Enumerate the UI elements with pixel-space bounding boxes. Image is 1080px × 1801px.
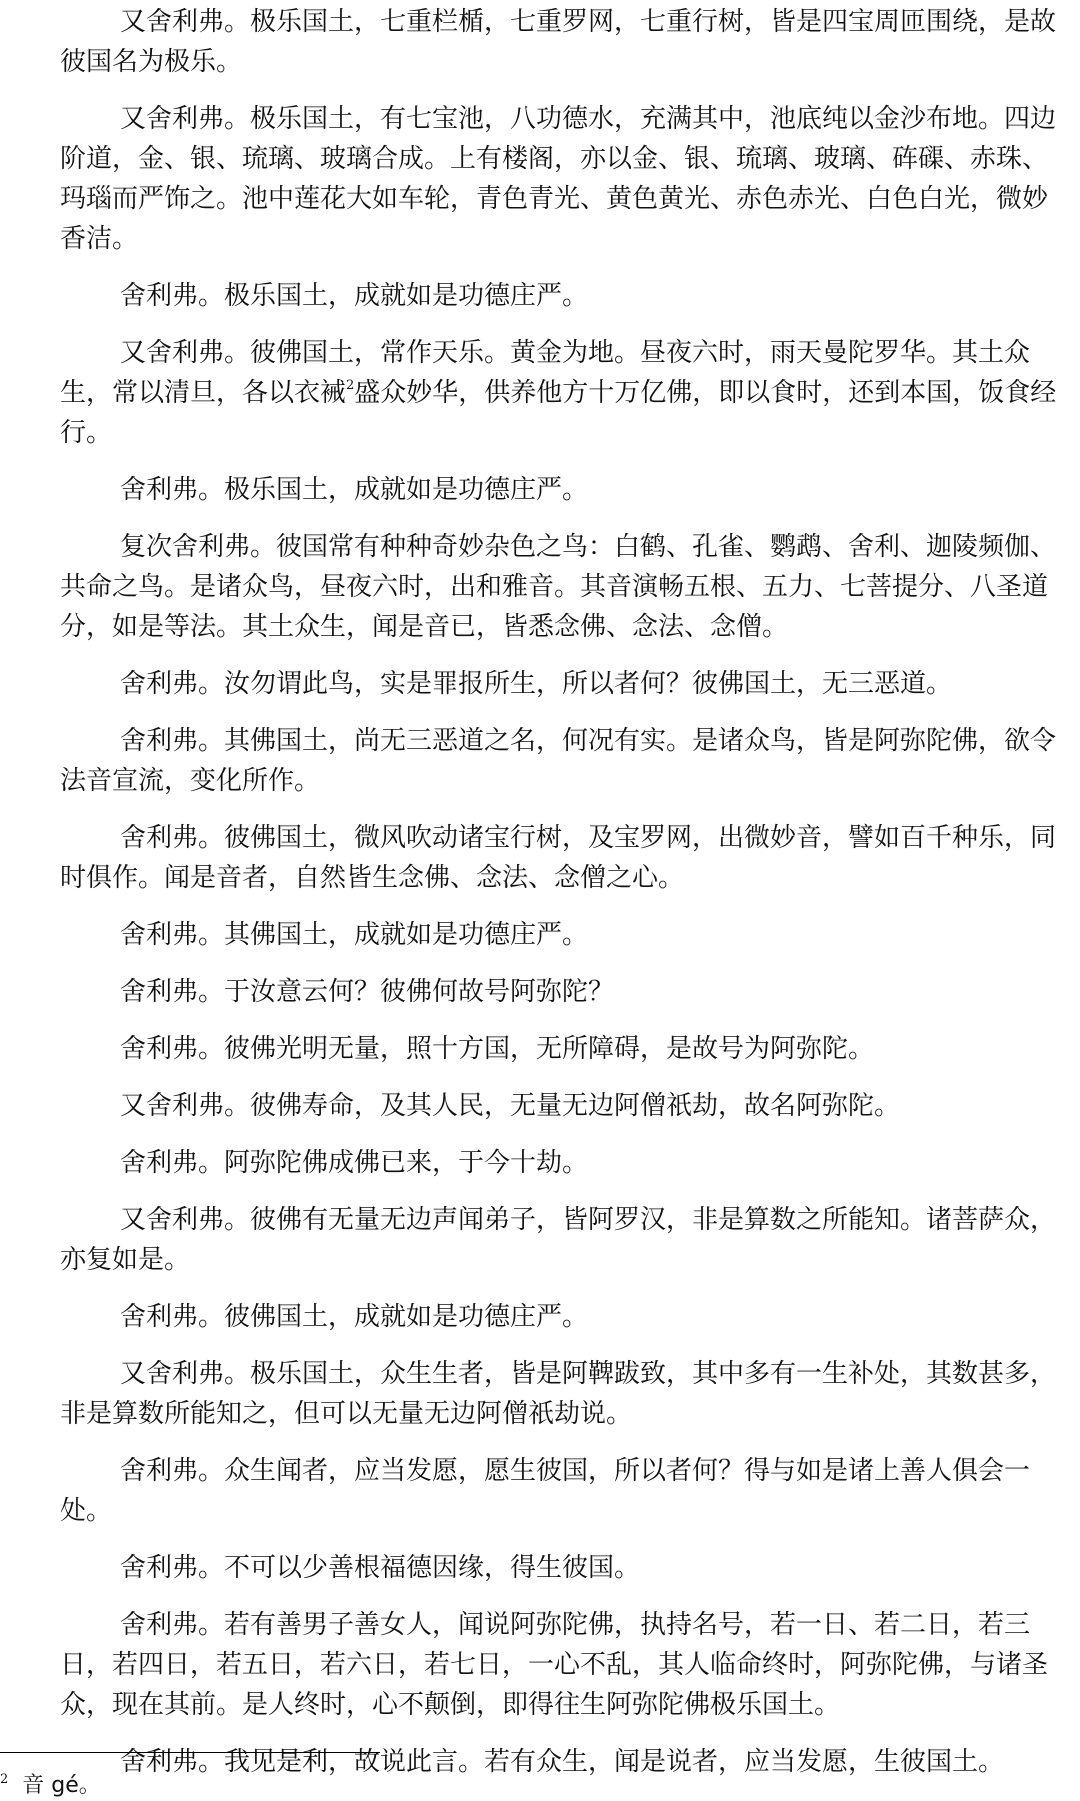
paragraph-1: 又舍利弗。极乐国土，七重栏楯，七重罗网，七重行树，皆是四宝周匝围绕，是故彼国名为极乐。	[60, 7, 1057, 77]
paragraph-5: 舍利弗。极乐国土，成就如是功德庄严。	[120, 475, 589, 505]
footnote-number: 2	[0, 1772, 9, 1787]
paragraph-14: 舍利弗。阿弥陀佛成佛已来，于今十劫。	[120, 1148, 589, 1178]
footnote-reference: 2	[346, 378, 355, 393]
paragraph-19: 舍利弗。不可以少善根福德因缘，得生彼国。	[120, 1553, 641, 1583]
paragraph-21: 舍利弗。我见是利，故说此言。若有众生，闻是说者，应当发愿，生彼国土。	[120, 1747, 1005, 1777]
paragraph-10: 舍利弗。其佛国土，成就如是功德庄严。	[120, 920, 589, 950]
paragraph-4	[60, 333, 1065, 453]
paragraph-16: 舍利弗。彼佛国土，成就如是功德庄严。	[120, 1302, 589, 1332]
paragraph-4-text: 又舍利弗。彼佛国土，常作天乐。黄金为地。昼夜六时，雨天曼陀罗华。其土众生，常以清旦，各以衣裓	[60, 338, 1031, 408]
footnote-divider	[0, 1752, 380, 1753]
paragraph-2: 又舍利弗。极乐国土，有七宝池，八功德水，充满其中，池底纯以金沙布地。四边阶道，金、银、琉璃、玻璃合成。上有楼阁，亦以金、银、琉璃、玻璃、砗磲、赤珠、玛瑙而严饰之。池中莲花大如车轮，青色青光、黄色黄光、赤色赤光、白色白光，微妙香洁。	[60, 104, 1057, 254]
footnote-text: 音 gé。	[22, 1773, 101, 1798]
paragraph-7: 舍利弗。汝勿谓此鸟，实是罪报所生，所以者何？彼佛国土，无三恶道。	[120, 669, 953, 699]
paragraph-13: 又舍利弗。彼佛寿命，及其人民，无量无边阿僧祇劫，故名阿弥陀。	[120, 1091, 901, 1121]
paragraph-18: 舍利弗。众生闻者，应当发愿，愿生彼国，所以者何？得与如是诸上善人俱会一处。	[60, 1456, 1031, 1526]
paragraph-20: 舍利弗。若有善男子善女人，闻说阿弥陀佛，执持名号，若一日、若二日，若三日，若四日，若五日，若六日，若七日，一心不乱，其人临命终时，阿弥陀佛，与诸圣众，现在其前。是人终时，心不颠倒，即得往生阿弥陀佛极乐国土。	[60, 1610, 1049, 1720]
paragraph-6: 复次舍利弗。彼国常有种种奇妙杂色之鸟：白鹤、孔雀、鹦鹉、舍利、迦陵频伽、共命之鸟。是诸众鸟，昼夜六时，出和雅音。其音演畅五根、五力、七菩提分、八圣道分，如是等法。其土众生，闻是音已，皆悉念佛、念法、念僧。	[60, 532, 1057, 642]
paragraph-17: 又舍利弗。极乐国土，众生生者，皆是阿鞞跋致，其中多有一生补处，其数甚多，非是算数所能知之，但可以无量无边阿僧祇劫说。	[60, 1359, 1057, 1429]
paragraph-11: 舍利弗。于汝意云何？彼佛何故号阿弥陀？	[120, 977, 615, 1007]
paragraph-15: 又舍利弗。彼佛有无量无边声闻弟子，皆阿罗汉，非是算数之所能知。诸菩萨众，亦复如是。	[60, 1205, 1057, 1275]
paragraph-4-continuation: 盛众妙华，供养他方十万亿佛，即以食时，还到本国，饭食经行。	[60, 378, 1057, 448]
paragraph-12: 舍利弗。彼佛光明无量，照十方国，无所障碍，是故号为阿弥陀。	[120, 1034, 875, 1064]
paragraph-8: 舍利弗。其佛国土，尚无三恶道之名，何况有实。是诸众鸟，皆是阿弥陀佛，欲令法音宣流，变化所作。	[60, 726, 1057, 796]
paragraph-3: 舍利弗。极乐国土，成就如是功德庄严。	[120, 281, 589, 311]
footnote	[0, 1766, 101, 1800]
document-page	[60, 0, 1065, 1799]
paragraph-9: 舍利弗。彼佛国土，微风吹动诸宝行树，及宝罗网，出微妙音，譬如百千种乐，同时俱作。闻是音者，自然皆生念佛、念法、念僧之心。	[60, 823, 1057, 893]
